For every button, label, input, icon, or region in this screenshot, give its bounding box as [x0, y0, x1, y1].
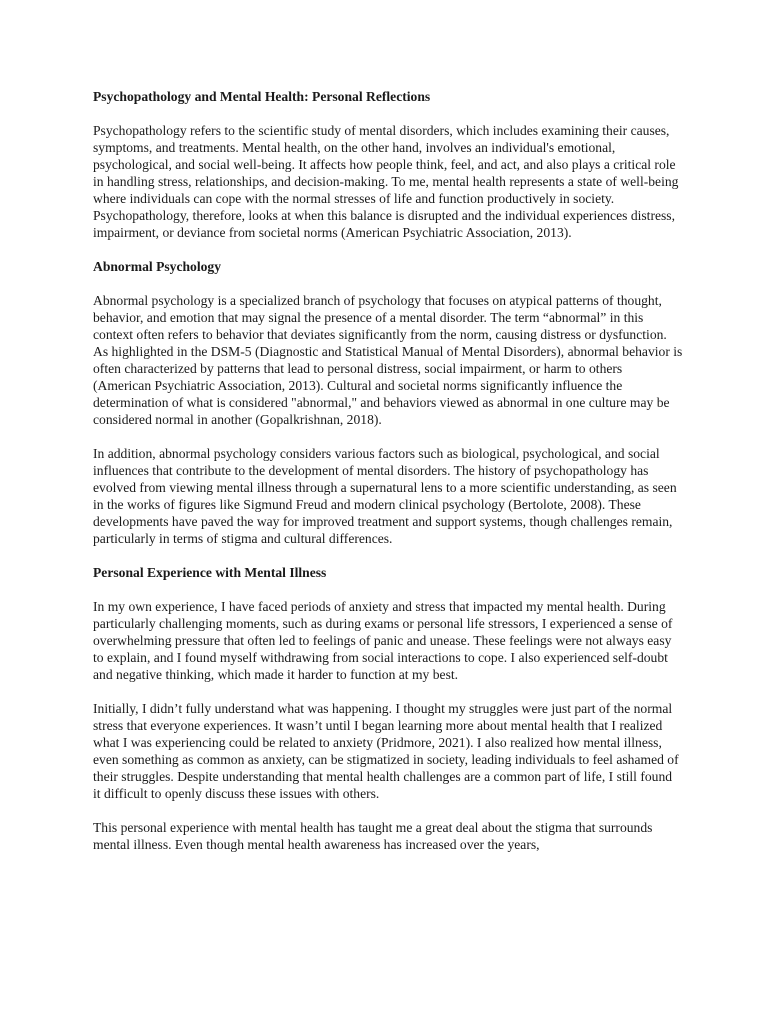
document-title: Psychopathology and Mental Health: Personal Reflections [93, 89, 431, 104]
personal-paragraph-3: This personal experience with mental health has taught me a great deal about the stigma that surrounds mental illness. Even though mental health awareness has increased over the years, [93, 820, 653, 852]
section-heading-personal-experience: Personal Experience with Mental Illness [93, 565, 327, 580]
personal-paragraph-1: In my own experience, I have faced periods of anxiety and stress that impacted my mental health. During particularly challenging moments, such as during exams or personal life stressors, I experienced a sense of overwhelming pressure that often led to feelings of panic and unease. These feelings were not always easy to explain, and I found myself withdrawing from social interactions to cope. I also experienced self-doubt and negative thinking, which made it harder to function at my best. [93, 599, 673, 682]
abnormal-paragraph-1: Abnormal psychology is a specialized branch of psychology that focuses on atypical patterns of thought, behavior, and emotion that may signal the presence of a mental disorder. The term “abnormal” in this context often refers to behavior that deviates significantly from the norm, causing distress or dysfunction. As highlighted in the DSM-5 (Diagnostic and Statistical Manual of Mental Disorders), abnormal behavior is often characterized by patterns that lead to personal distress, social impairment, or harm to others (American Psychiatric Association, 2013). Cultural and societal norms significantly influence the determination of what is considered "abnormal," and behaviors viewed as abnormal in one culture may be considered normal in another (Gopalkrishnan, 2018). [93, 293, 683, 427]
document-page [93, 88, 683, 870]
personal-paragraph-2: Initially, I didn’t fully understand what was happening. I thought my struggles were just part of the normal stress that everyone experiences. It wasn’t until I began learning more about mental health that I realized what I was experiencing could be related to anxiety (Pridmore, 2021). I also realized how mental illness, even something as common as anxiety, can be stigmatized in society, leading individuals to feel ashamed of their struggles. Despite understanding that mental health challenges are a common part of life, I still found it difficult to openly discuss these issues with others. [93, 701, 679, 801]
section-heading-abnormal-psychology: Abnormal Psychology [93, 259, 222, 274]
abnormal-paragraph-2: In addition, abnormal psychology considers various factors such as biological, psychological, and social influences that contribute to the development of mental disorders. The history of psychopathology has evolved from viewing mental illness through a supernatural lens to a more scientific understanding, as seen in the works of figures like Sigmund Freud and modern clinical psychology (Bertolote, 2008). These developments have paved the way for improved treatment and support systems, though challenges remain, particularly in terms of stigma and cultural differences. [93, 446, 677, 546]
intro-paragraph: Psychopathology refers to the scientific study of mental disorders, which includes examining their causes, symptoms, and treatments. Mental health, on the other hand, involves an individual's emotional, psychological, and social well-being. It affects how people think, feel, and act, and also plays a critical role in handling stress, relationships, and decision-making. To me, mental health represents a state of well-being where individuals can cope with the normal stresses of life and function productively in society. Psychopathology, therefore, looks at when this balance is disrupted and the individual experiences distress, impairment, or deviance from societal norms (American Psychiatric Association, 2013). [93, 123, 679, 240]
